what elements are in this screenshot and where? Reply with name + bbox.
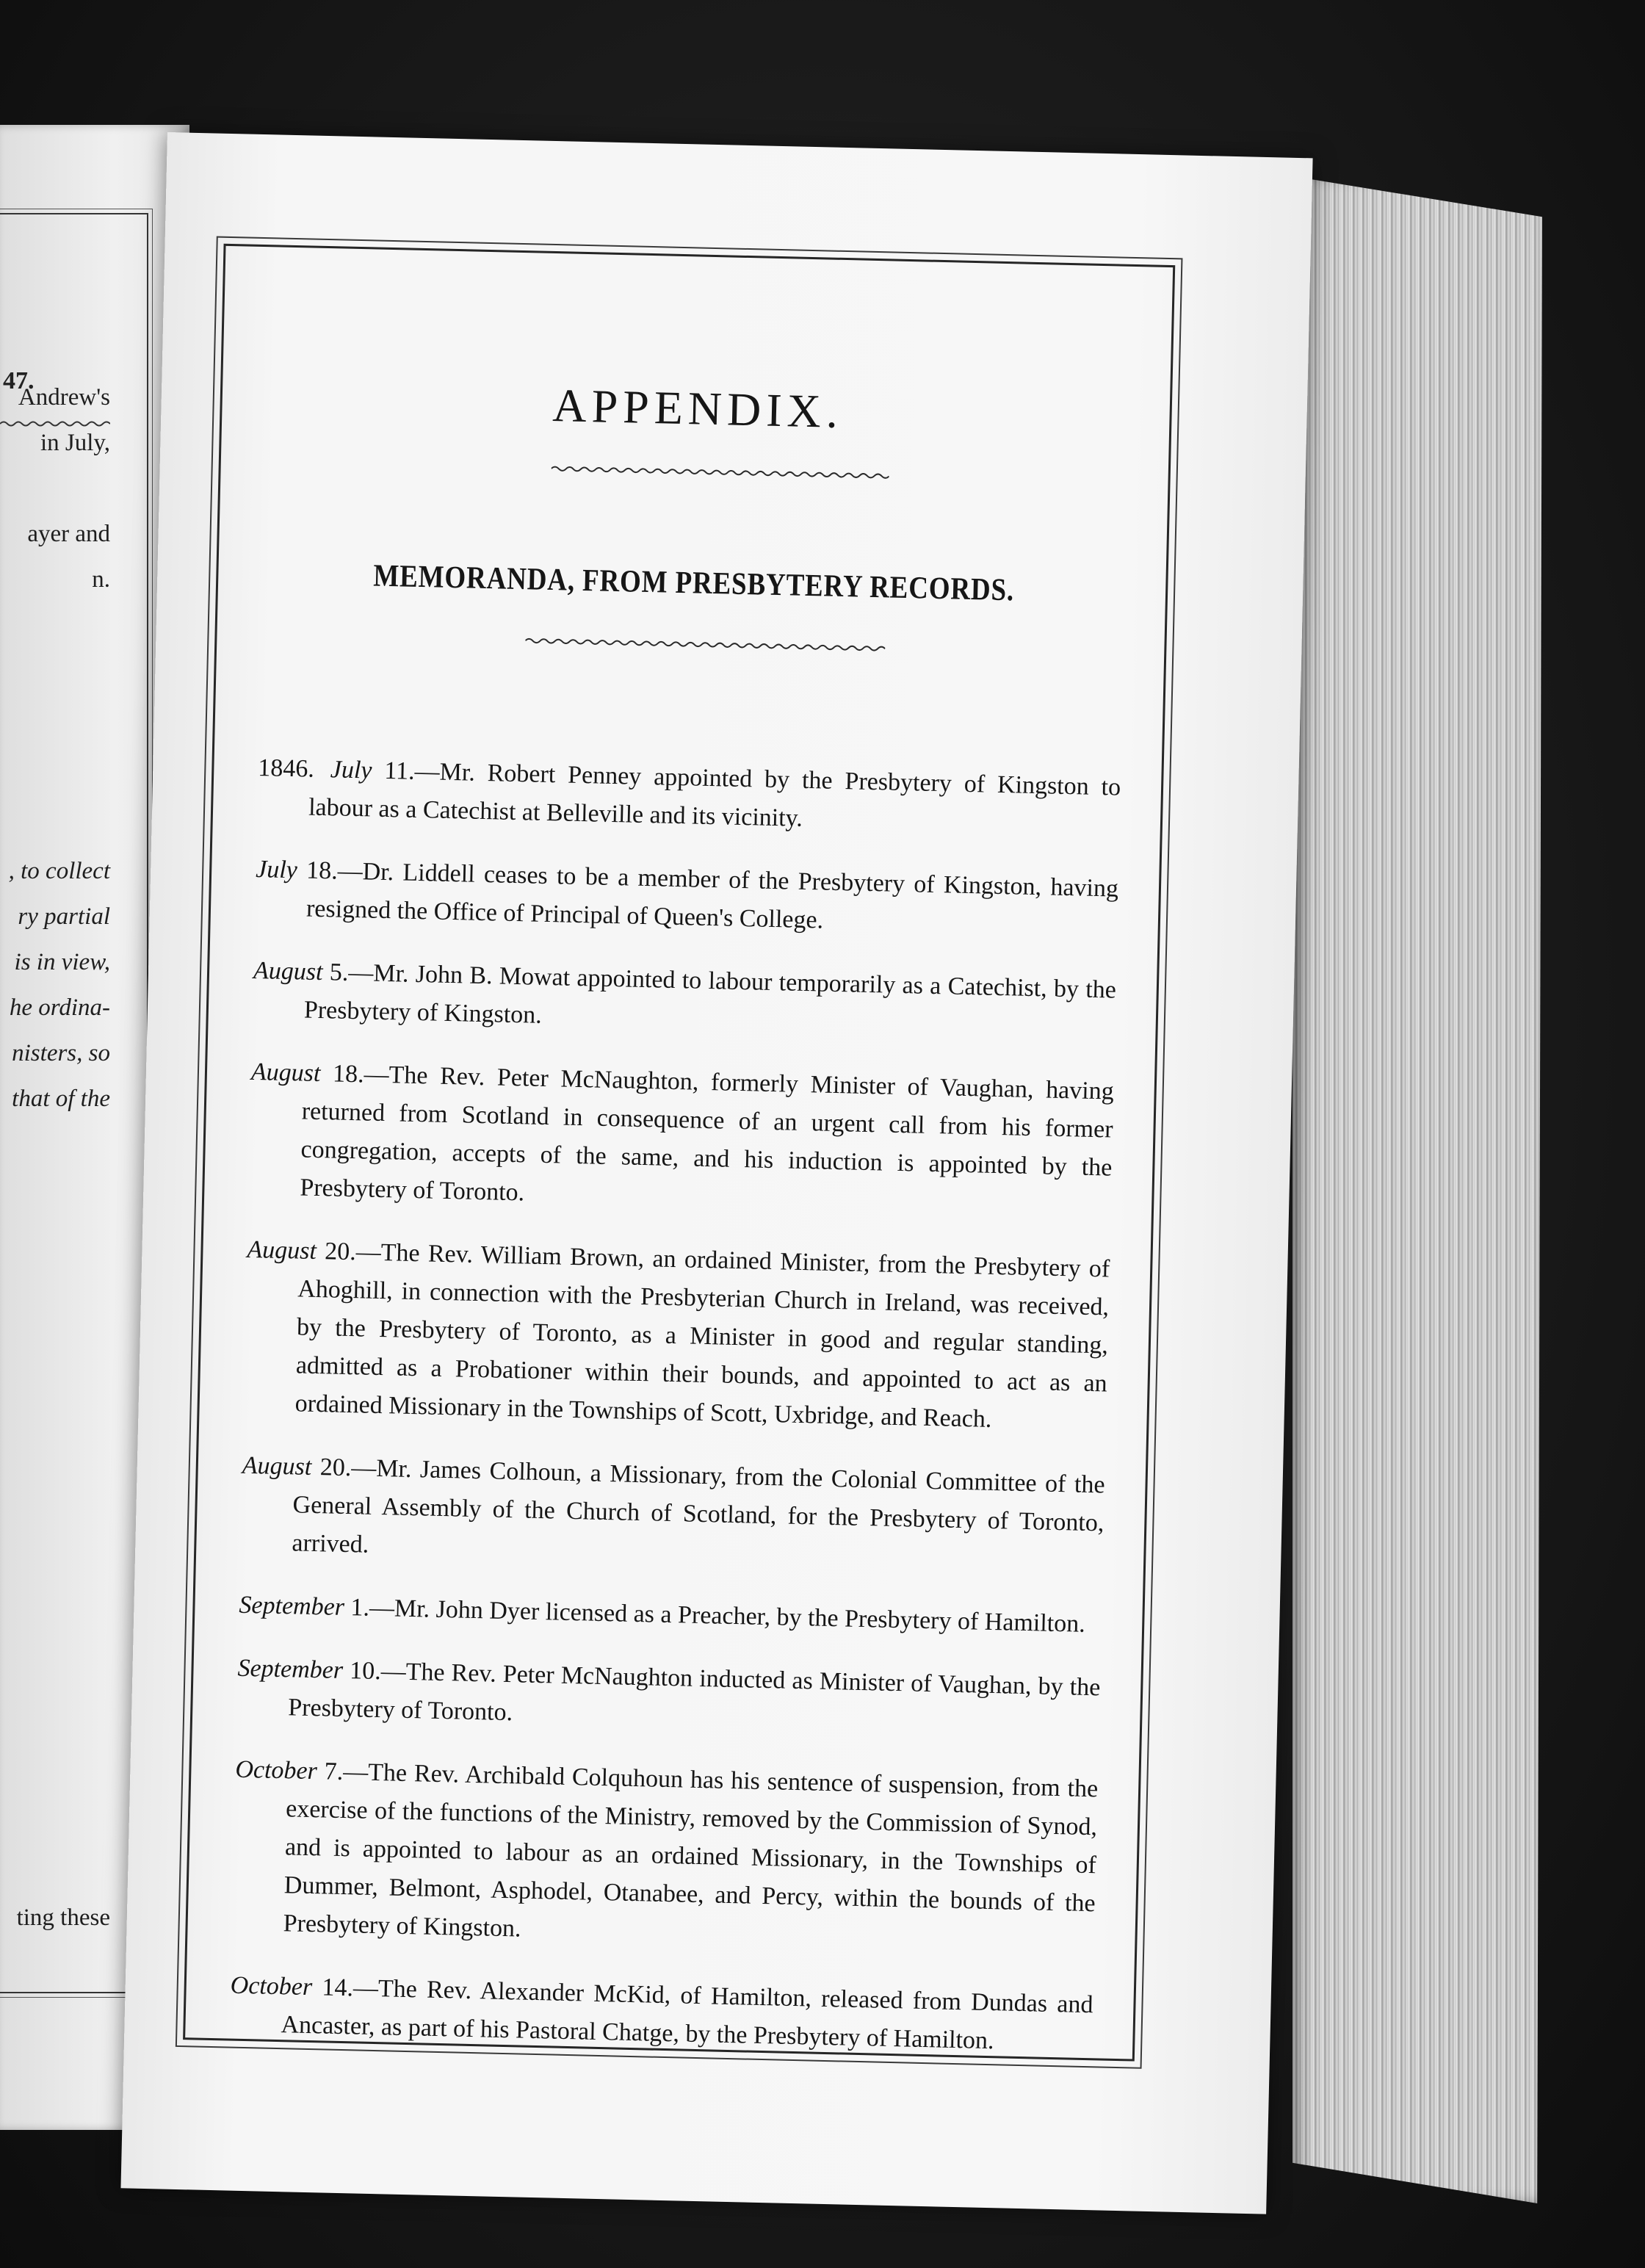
previous-page-text-bottom xyxy=(0,1895,110,1940)
memorandum-entry xyxy=(252,952,1116,1048)
previous-page-line: ry partial xyxy=(18,903,110,930)
page-content xyxy=(230,247,1132,2055)
entry-day: 7. xyxy=(324,1758,344,1785)
entry-day: 5. xyxy=(329,958,349,986)
entry-day: 18. xyxy=(332,1060,365,1088)
entry-day: 20. xyxy=(319,1453,352,1482)
heading-ornament-rule xyxy=(552,463,889,482)
memorandum-entry xyxy=(243,1231,1110,1442)
entry-text: —Mr. John B. Mowat appointed to labour temporarily as a Catechist, by the Presbytery of Kingston. xyxy=(303,958,1117,1029)
previous-page-line: n. xyxy=(92,566,110,593)
memorandum-entry xyxy=(231,1751,1099,1962)
page-heading: APPENDIX. xyxy=(552,379,844,438)
memorandum-entry xyxy=(239,1586,1102,1644)
entry-month: October xyxy=(235,1755,318,1785)
entry-year: 1846. xyxy=(257,754,315,783)
page-subheading: MEMORANDA, FROM PRESBYTERY RECORDS. xyxy=(372,558,1015,608)
memorandum-entry xyxy=(229,1967,1093,2063)
previous-page-line: in July, xyxy=(40,430,110,456)
memorandum-entry xyxy=(236,1650,1101,1746)
entry-day: 20. xyxy=(324,1238,357,1266)
previous-page-line: ayer and xyxy=(27,521,110,547)
entry-day: 1. xyxy=(350,1594,370,1622)
previous-page-line: Andrew's xyxy=(18,384,110,411)
entry-text: —The Rev. Archibald Colquhoun has his sentence of suspension, from the exercise of the functions of the Ministry, removed by the Commission of Synod, and is appointed to labour as an ordained Missionary, in the Townships of Dummer, Belmont, Asphodel, Otanabee, and Percy, within the bounds of the Presbytery of Kingston. xyxy=(283,1758,1099,1943)
entry-text: —Dr. Liddell ceases to be a member of the Presbytery of Kingston, having resigned the Office of Principal of Queen's College. xyxy=(306,857,1119,934)
entry-day: 14. xyxy=(322,1973,354,2002)
entry-text: —Mr. James Colhoun, a Missionary, from the Colonial Committee of the General Assembly of the Church of Scotland, for the Presbytery of Toronto, arrived. xyxy=(292,1454,1105,1559)
previous-page-line: is in view, xyxy=(14,949,110,975)
entry-month: July xyxy=(330,756,372,784)
appendix-page xyxy=(120,132,1312,2214)
entry-day: 11. xyxy=(384,756,416,785)
entry-text: —The Rev. Peter McNaughton, formerly Minister of Vaughan, having returned from Scotland in consequence of an urgent call from his former congregation, accepts of the same, and his induction is appointed by the Presbytery of Toronto. xyxy=(300,1061,1115,1207)
entry-text: —Mr. John Dyer licensed as a Preacher, by the Presbytery of Hamilton. xyxy=(369,1594,1086,1638)
printed-border-frame xyxy=(183,244,1175,2062)
memoranda-list xyxy=(229,724,1122,2067)
previous-page-line: he ordina- xyxy=(9,994,110,1021)
entry-text: —The Rev. Alexander McKid, of Hamilton, released from Dundas and Ancaster, as part of his Pastoral Chatge, by the Presbytery of Hamilton. xyxy=(281,1974,1093,2055)
previous-page-line: ting these xyxy=(16,1904,110,1931)
memorandum-entry xyxy=(257,749,1121,845)
entry-day: 18. xyxy=(306,856,339,885)
book-fore-edge xyxy=(1292,176,1542,2203)
entry-day: 10. xyxy=(349,1657,382,1686)
previous-page-line xyxy=(0,466,110,511)
entry-month: September xyxy=(239,1591,345,1621)
memorandum-entry xyxy=(248,1053,1114,1226)
entry-text: —The Rev. Peter McNaughton inducted as Minister of Vaughan, by the Presbytery of Toronto. xyxy=(287,1658,1101,1727)
entry-text: —Mr. Robert Penney appointed by the Presbytery of Kingston to labour as a Catechist at Belleville and its vicinity. xyxy=(308,757,1121,832)
memorandum-entry xyxy=(254,850,1118,947)
entry-month: September xyxy=(237,1654,344,1684)
entry-month: August xyxy=(247,1235,317,1265)
entry-month: August xyxy=(250,1058,321,1088)
entry-month: October xyxy=(230,1971,313,2001)
previous-page-text-middle xyxy=(0,848,110,1122)
previous-page-number: 47. xyxy=(3,367,35,394)
entry-text: —The Rev. William Brown, an ordained Minister, from the Presbytery of Ahoghill, in connection with the Presbyterian Church in Ireland, was received, by the Presbytery of Toronto, as a Minister in good and regular standing, admitted as a Probationer within their bounds, and appointed to act as an ordained Missionary in the Townships of Scott, Uxbridge, and Reach. xyxy=(294,1238,1110,1433)
entry-month: August xyxy=(242,1451,312,1481)
previous-page-line: that of the xyxy=(12,1086,110,1112)
previous-page-text-top xyxy=(0,375,110,602)
subheading-ornament-rule xyxy=(525,635,885,654)
previous-page-line: , to collect xyxy=(8,858,110,884)
previous-page-line: nisters, so xyxy=(12,1040,110,1066)
memorandum-entry xyxy=(240,1447,1105,1581)
entry-month: August xyxy=(253,956,323,986)
entry-month: July xyxy=(255,855,298,884)
